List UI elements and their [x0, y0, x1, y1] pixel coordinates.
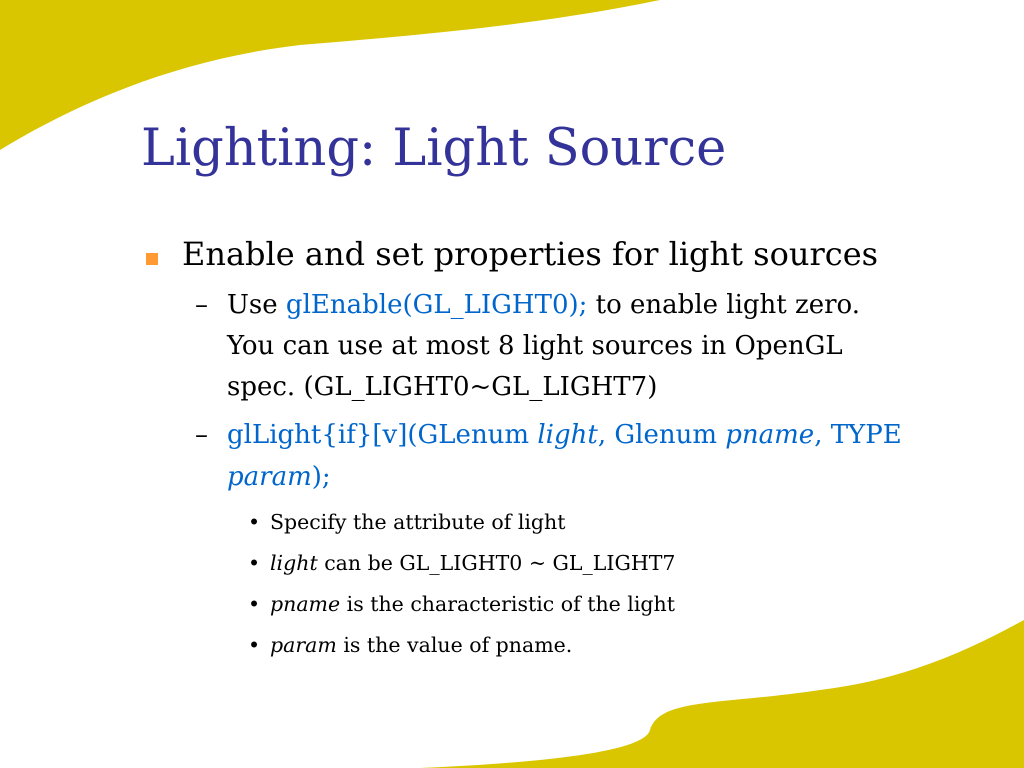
- light-param-italic: light: [537, 420, 598, 450]
- pname-param-italic: pname: [725, 420, 815, 450]
- param-param-italic: param: [227, 462, 312, 492]
- item-param-value: [270, 633, 572, 657]
- square-bullet-icon: [146, 253, 158, 265]
- dot-marker: •: [248, 551, 261, 575]
- use-word: Use: [227, 290, 278, 320]
- dot-marker: •: [248, 633, 261, 657]
- item-specify-attribute: Specify the attribute of light: [270, 510, 566, 534]
- bullet-text: Enable and set properties for light sources: [182, 235, 879, 273]
- dash-marker: –: [195, 420, 208, 450]
- light-italic: light: [270, 551, 318, 575]
- closing-code: );: [311, 462, 331, 492]
- param-text: is the value of pname.: [336, 633, 573, 657]
- sub-bullet-glenable-line3: spec. (GL_LIGHT0~GL_LIGHT7): [227, 372, 658, 402]
- glenum-code: , Glenum: [597, 420, 717, 450]
- param-italic: param: [270, 633, 337, 657]
- dash-marker: –: [195, 290, 208, 320]
- enable-light-zero-text: to enable light zero.: [595, 290, 860, 320]
- item-light-values: [270, 551, 675, 575]
- bullet-enable-light-sources: [182, 235, 878, 273]
- sub-bullet-glenable-line1: [227, 290, 860, 320]
- dot-marker: •: [248, 592, 261, 616]
- slide-title: Lighting: Light Source: [141, 119, 727, 178]
- type-code: , TYPE: [814, 420, 902, 450]
- gllight-signature-line2: [227, 462, 331, 492]
- gllight-signature-line1: [227, 420, 902, 450]
- dot-marker: •: [248, 510, 261, 534]
- pname-text: is the characteristic of the light: [340, 592, 675, 616]
- sub-bullet-glenable-line2: You can use at most 8 light sources in OpenGL: [227, 331, 843, 361]
- item-pname-characteristic: [270, 592, 675, 616]
- glenable-code: glEnable(GL_LIGHT0);: [285, 290, 588, 320]
- pname-italic: pname: [270, 592, 341, 616]
- light-values-text: can be GL_LIGHT0 ~ GL_LIGHT7: [317, 551, 676, 575]
- gllight-code: glLight{if}[v](GLenum: [227, 420, 530, 450]
